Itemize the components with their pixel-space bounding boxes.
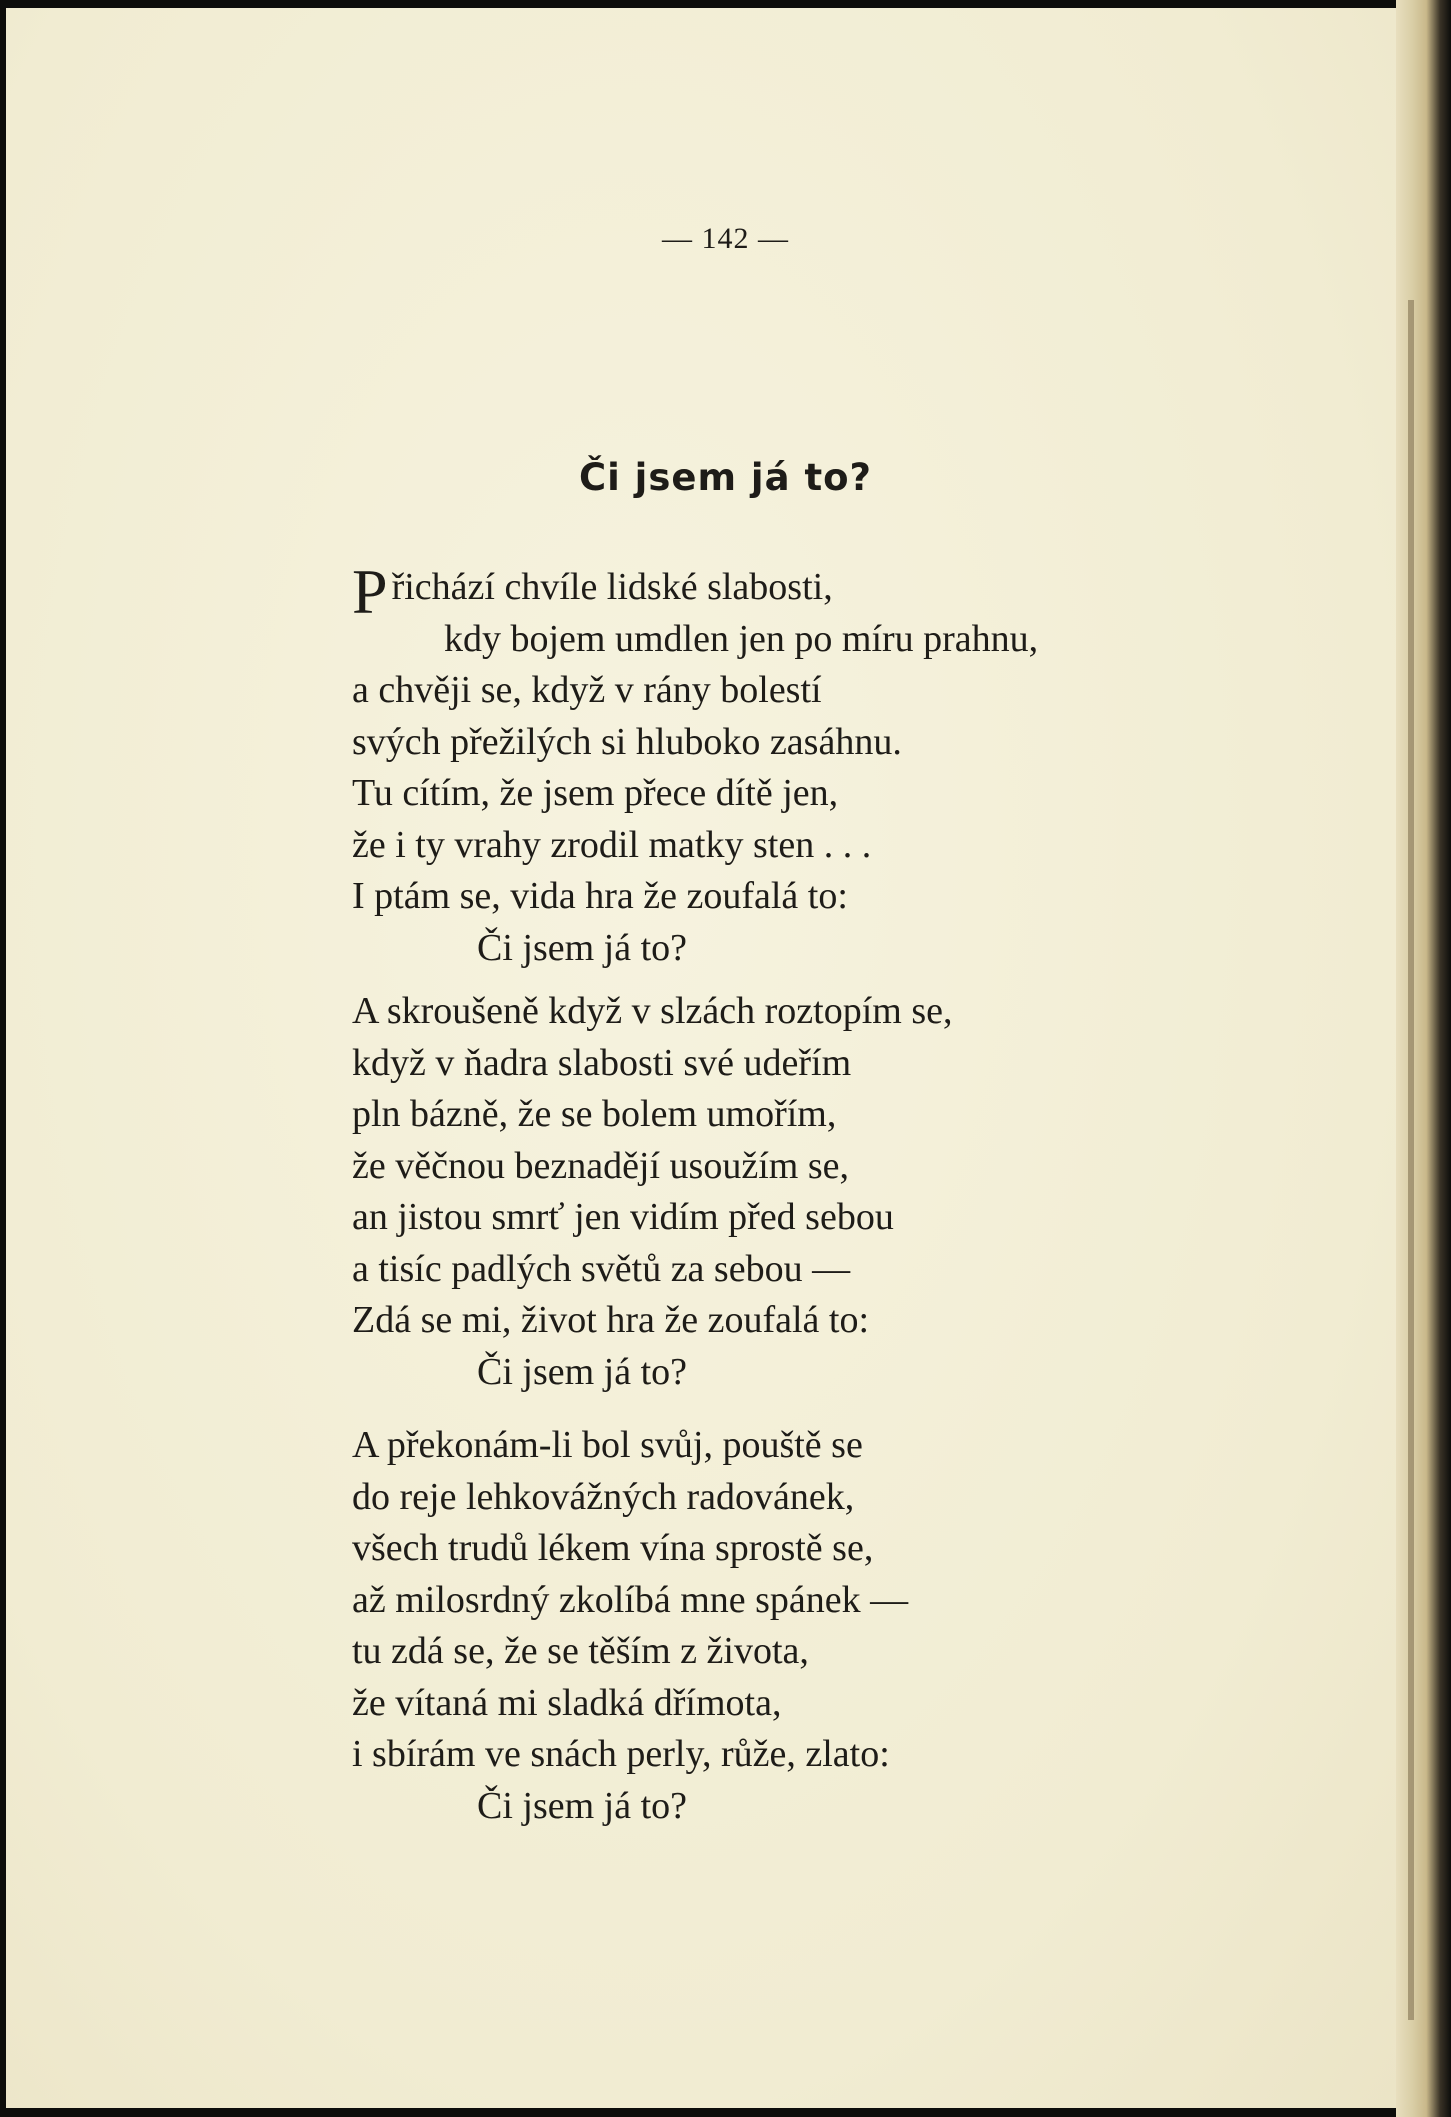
- poem-refrain: Či jsem já to?: [477, 1784, 688, 1827]
- poem-line: an jistou smrť jen vidím před sebou: [352, 1196, 894, 1238]
- poem-line: když v ňadra slabosti své udeřím: [352, 1041, 852, 1084]
- poem-line: svých přežilých si hluboko zasáhnu.: [352, 720, 902, 763]
- poem-title: Či jsem já to?: [578, 456, 873, 499]
- poem-line: i sbírám ve snách perly, růže, zlato:: [352, 1733, 890, 1775]
- stanza-1: [352, 556, 1039, 974]
- poem-line: Zdá se mi, život hra že zoufalá to:: [352, 1299, 870, 1341]
- poem-line: A překonám-li bol svůj, pouště se: [352, 1424, 863, 1466]
- poem-line: A skroušeně když v slzách roztopím se,: [352, 990, 953, 1032]
- poem-line: do reje lehkovážných radovánek,: [352, 1475, 855, 1518]
- poem-line: a tisíc padlých světů za sebou —: [352, 1247, 851, 1290]
- spine-edge: [1408, 300, 1414, 2020]
- poem-refrain: Či jsem já to?: [477, 1350, 688, 1393]
- poem-refrain: Či jsem já to?: [477, 926, 688, 969]
- poem-line: Přichází chvíle lidské slabosti,: [352, 556, 833, 627]
- book-spine: [1396, 0, 1451, 2117]
- stanza-2: [352, 986, 952, 1398]
- drop-cap: P: [352, 556, 388, 627]
- poem-line: že věčnou beznadějí usoužím se,: [352, 1144, 849, 1187]
- stanza-3: [352, 1420, 908, 1832]
- poem-line: tu zdá se, že se těším z života,: [352, 1630, 809, 1672]
- poem-line: pln bázně, že se bolem umořím,: [352, 1093, 837, 1135]
- poem-line: že i ty vrahy zrodil matky sten . . .: [352, 823, 872, 866]
- poem-line: až milosrdný zkolíbá mne spánek —: [352, 1578, 909, 1621]
- poem-line: všech trudů lékem vína sprostě se,: [352, 1527, 874, 1569]
- poem-line: Tu cítím, že jsem přece dítě jen,: [352, 772, 839, 814]
- page-number: — 142 —: [662, 222, 789, 255]
- poem-line: a chvěji se, když v rány bolestí: [352, 669, 822, 711]
- poem-line: kdy bojem umdlen jen po míru prahnu,: [444, 617, 1039, 660]
- poem-line: že vítaná mi sladká dřímota,: [352, 1681, 782, 1724]
- poem-line: I ptám se, vida hra že zoufalá to:: [352, 875, 848, 917]
